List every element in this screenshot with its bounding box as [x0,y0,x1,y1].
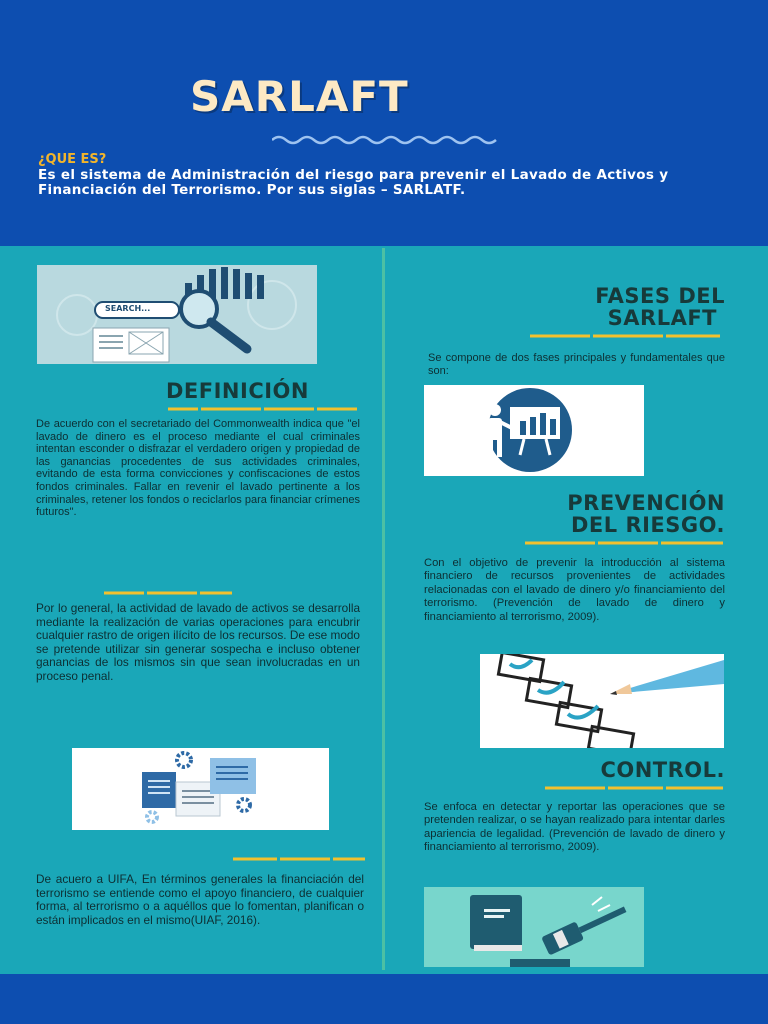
gears-documents-icon [72,748,329,830]
checklist-illustration [480,654,724,748]
column-divider [382,248,385,970]
law-illustration [424,887,644,967]
magnifier-icon [37,265,317,364]
control-underline [545,786,723,790]
phases-heading-line2: SARLAFT [607,306,717,330]
search-label: SEARCH... [105,304,151,313]
presentation-illustration [424,385,644,476]
presenter-icon [424,385,644,476]
header-banner [0,0,768,246]
wave-divider [272,134,500,146]
control-heading: CONTROL. [600,758,725,782]
checklist-pencil-icon [480,654,724,748]
definition-underline [168,407,363,411]
documents-illustration [72,748,329,830]
question-label: ¿QUE ES? [38,152,107,167]
prevention-heading-line1: PREVENCIÓN [567,491,725,515]
intro-text: Es el sistema de Administración del riesgo para prevenir el Lavado de Activos y Financiación del Terrorismo. Por sus siglas – SARLATF. [38,167,669,198]
control-text: Se enfoca en detectar y reportar las operaciones que se pretenden realizar, o se hayan realizado para intentar darles apariencia de legalidad. (Prevención de lavado de dinero y financiamiento al terrorismo, 2009). [424,801,725,854]
separator-2 [233,857,365,861]
definition-paragraph-2: Por lo general, la actividad de lavado de activos se desarrolla mediante la realización de varias operaciones para encubrir cualquier rastro de origen ilícito de los recursos. De ese modo se pretende utilizar sin generar sospecha e incluso obtener ganancias de los mismos sin que sean involucradas en un proceso penal. [36,601,360,683]
definition-paragraph-1: De acuerdo con el secretariado del Commonwealth indica que "el lavado de dinero es el proceso mediante el cual criminales intentan esconder o disfrazar el verdadero origen y propiedad de las ganancias procedentes de sus actividades criminales, evitando de esta forma convicciones y confiscaciones de estos fondos criminales. Fallar en revenir el lavado pertinente a los criminales, retener los fondos o reciclarlos para financiar crímenes futuros". [36,418,360,519]
footer-banner [0,974,768,1024]
prevention-heading [470,492,725,536]
search-illustration [37,265,317,364]
phases-heading [520,285,725,329]
prevention-underline [525,541,723,545]
phases-heading-line1: FASES DEL [595,284,725,308]
definition-heading: DEFINICIÓN [166,379,309,403]
definition-paragraph-3: De acuero a UIFA, En términos generales la financiación del terrorismo se entiende como el apoyo financiero, de cualquier forma, al terrorismo o a aquéllos que lo fomentan, planifican o están implicados en el mismo(UIAF, 2016). [36,872,364,927]
page-title: SARLAFT [190,72,409,121]
separator-1 [104,591,232,595]
phases-text: Se compone de dos fases principales y fundamentales que son: [428,352,725,377]
book-gavel-icon [424,887,644,967]
phases-underline [530,334,720,338]
prevention-heading-line2: DEL RIESGO. [570,513,725,537]
prevention-text: Con el objetivo de prevenir la introducción al sistema financiero de recursos provenientes de actividades relacionadas con el lavado de dinero y/o financiamiento del terrorismo. (Prevención de lavado de dinero y financiamiento al terrorismo, 2009). [424,557,725,623]
